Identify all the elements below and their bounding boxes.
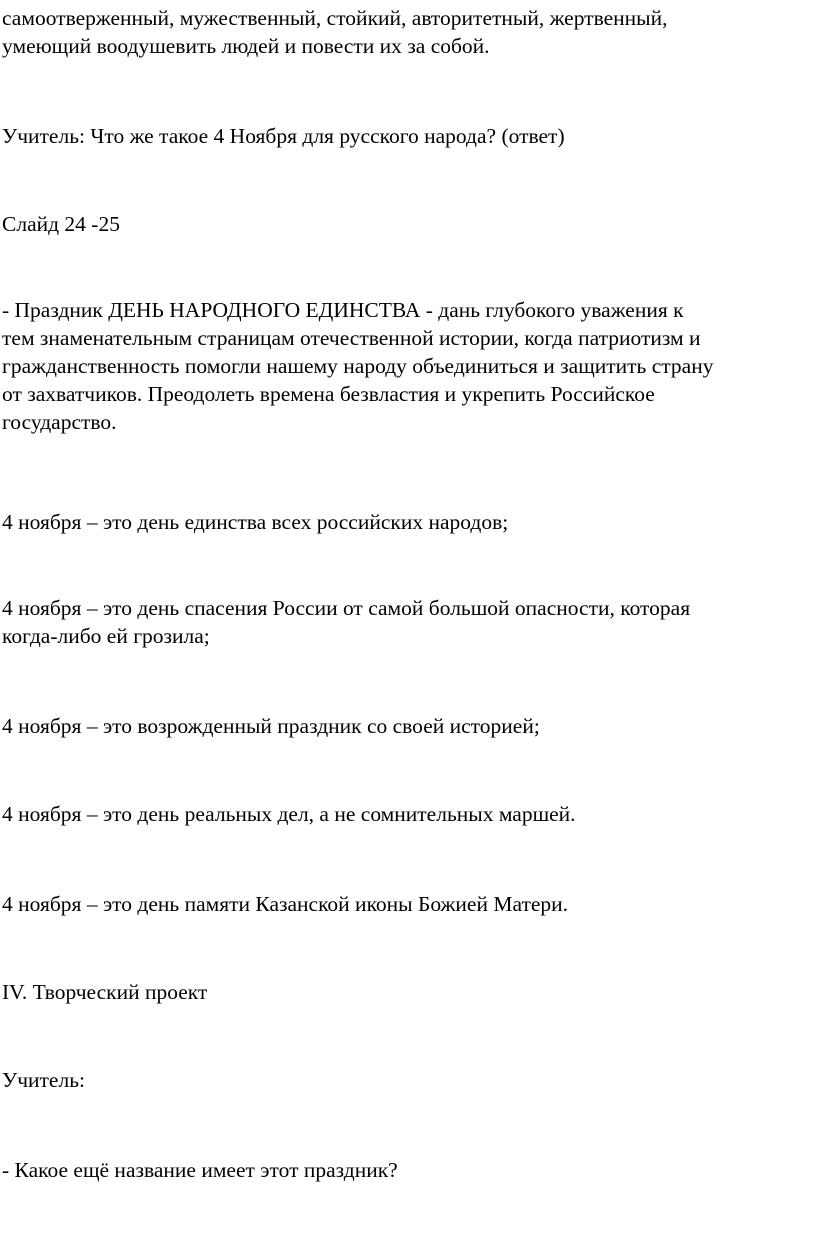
paragraph-slide-number bbox=[2, 210, 812, 238]
text-line: когда-либо ей грозила; bbox=[2, 624, 210, 648]
paragraph-question-other-name bbox=[2, 1156, 812, 1184]
text-line: 4 ноября – это возрожденный праздник со своей историей; bbox=[2, 714, 540, 738]
paragraph-nov4-revived bbox=[2, 712, 812, 740]
text-line: тем знаменательным страницам отечественной истории, когда патриотизм и bbox=[2, 326, 701, 350]
text-line: Учитель: bbox=[2, 1068, 85, 1092]
text-line: от захватчиков. Преодолеть времена безвластия и укрепить Российское bbox=[2, 382, 655, 406]
text-line: Учитель: Что же такое 4 Ноября для русского народа? (ответ) bbox=[2, 124, 565, 148]
section-heading-creative-project bbox=[2, 978, 812, 1006]
paragraph-teacher-question bbox=[2, 122, 812, 150]
paragraph-holiday-description bbox=[2, 296, 812, 436]
paragraph-teacher-label bbox=[2, 1066, 812, 1094]
paragraph-leader-qualities bbox=[2, 4, 812, 60]
text-line: Слайд 24 -25 bbox=[2, 212, 120, 236]
text-line: гражданственность помогли нашему народу объединиться и защитить страну bbox=[2, 354, 714, 378]
text-line: - Какое ещё название имеет этот праздник? bbox=[2, 1158, 398, 1182]
text-line: 4 ноября – это день реальных дел, а не сомнительных маршей. bbox=[2, 802, 576, 826]
text-line: самоотверженный, мужественный, стойкий, авторитетный, жертвенный, bbox=[2, 6, 668, 30]
paragraph-nov4-salvation bbox=[2, 594, 812, 650]
paragraph-nov4-unity bbox=[2, 508, 812, 536]
text-line: IV. Творческий проект bbox=[2, 980, 208, 1004]
paragraph-nov4-real-deeds bbox=[2, 800, 812, 828]
text-line: государство. bbox=[2, 410, 117, 434]
text-line: 4 ноября – это день памяти Казанской иконы Божией Матери. bbox=[2, 892, 569, 916]
text-line: умеющий воодушевить людей и повести их за собой. bbox=[2, 34, 490, 58]
text-line: 4 ноября – это день единства всех российских народов; bbox=[2, 510, 509, 534]
text-line: - Праздник ДЕНЬ НАРОДНОГО ЕДИНСТВА - дань глубокого уважения к bbox=[2, 298, 684, 322]
text-line: 4 ноября – это день спасения России от самой большой опасности, которая bbox=[2, 596, 691, 620]
paragraph-nov4-kazan-icon bbox=[2, 890, 812, 918]
